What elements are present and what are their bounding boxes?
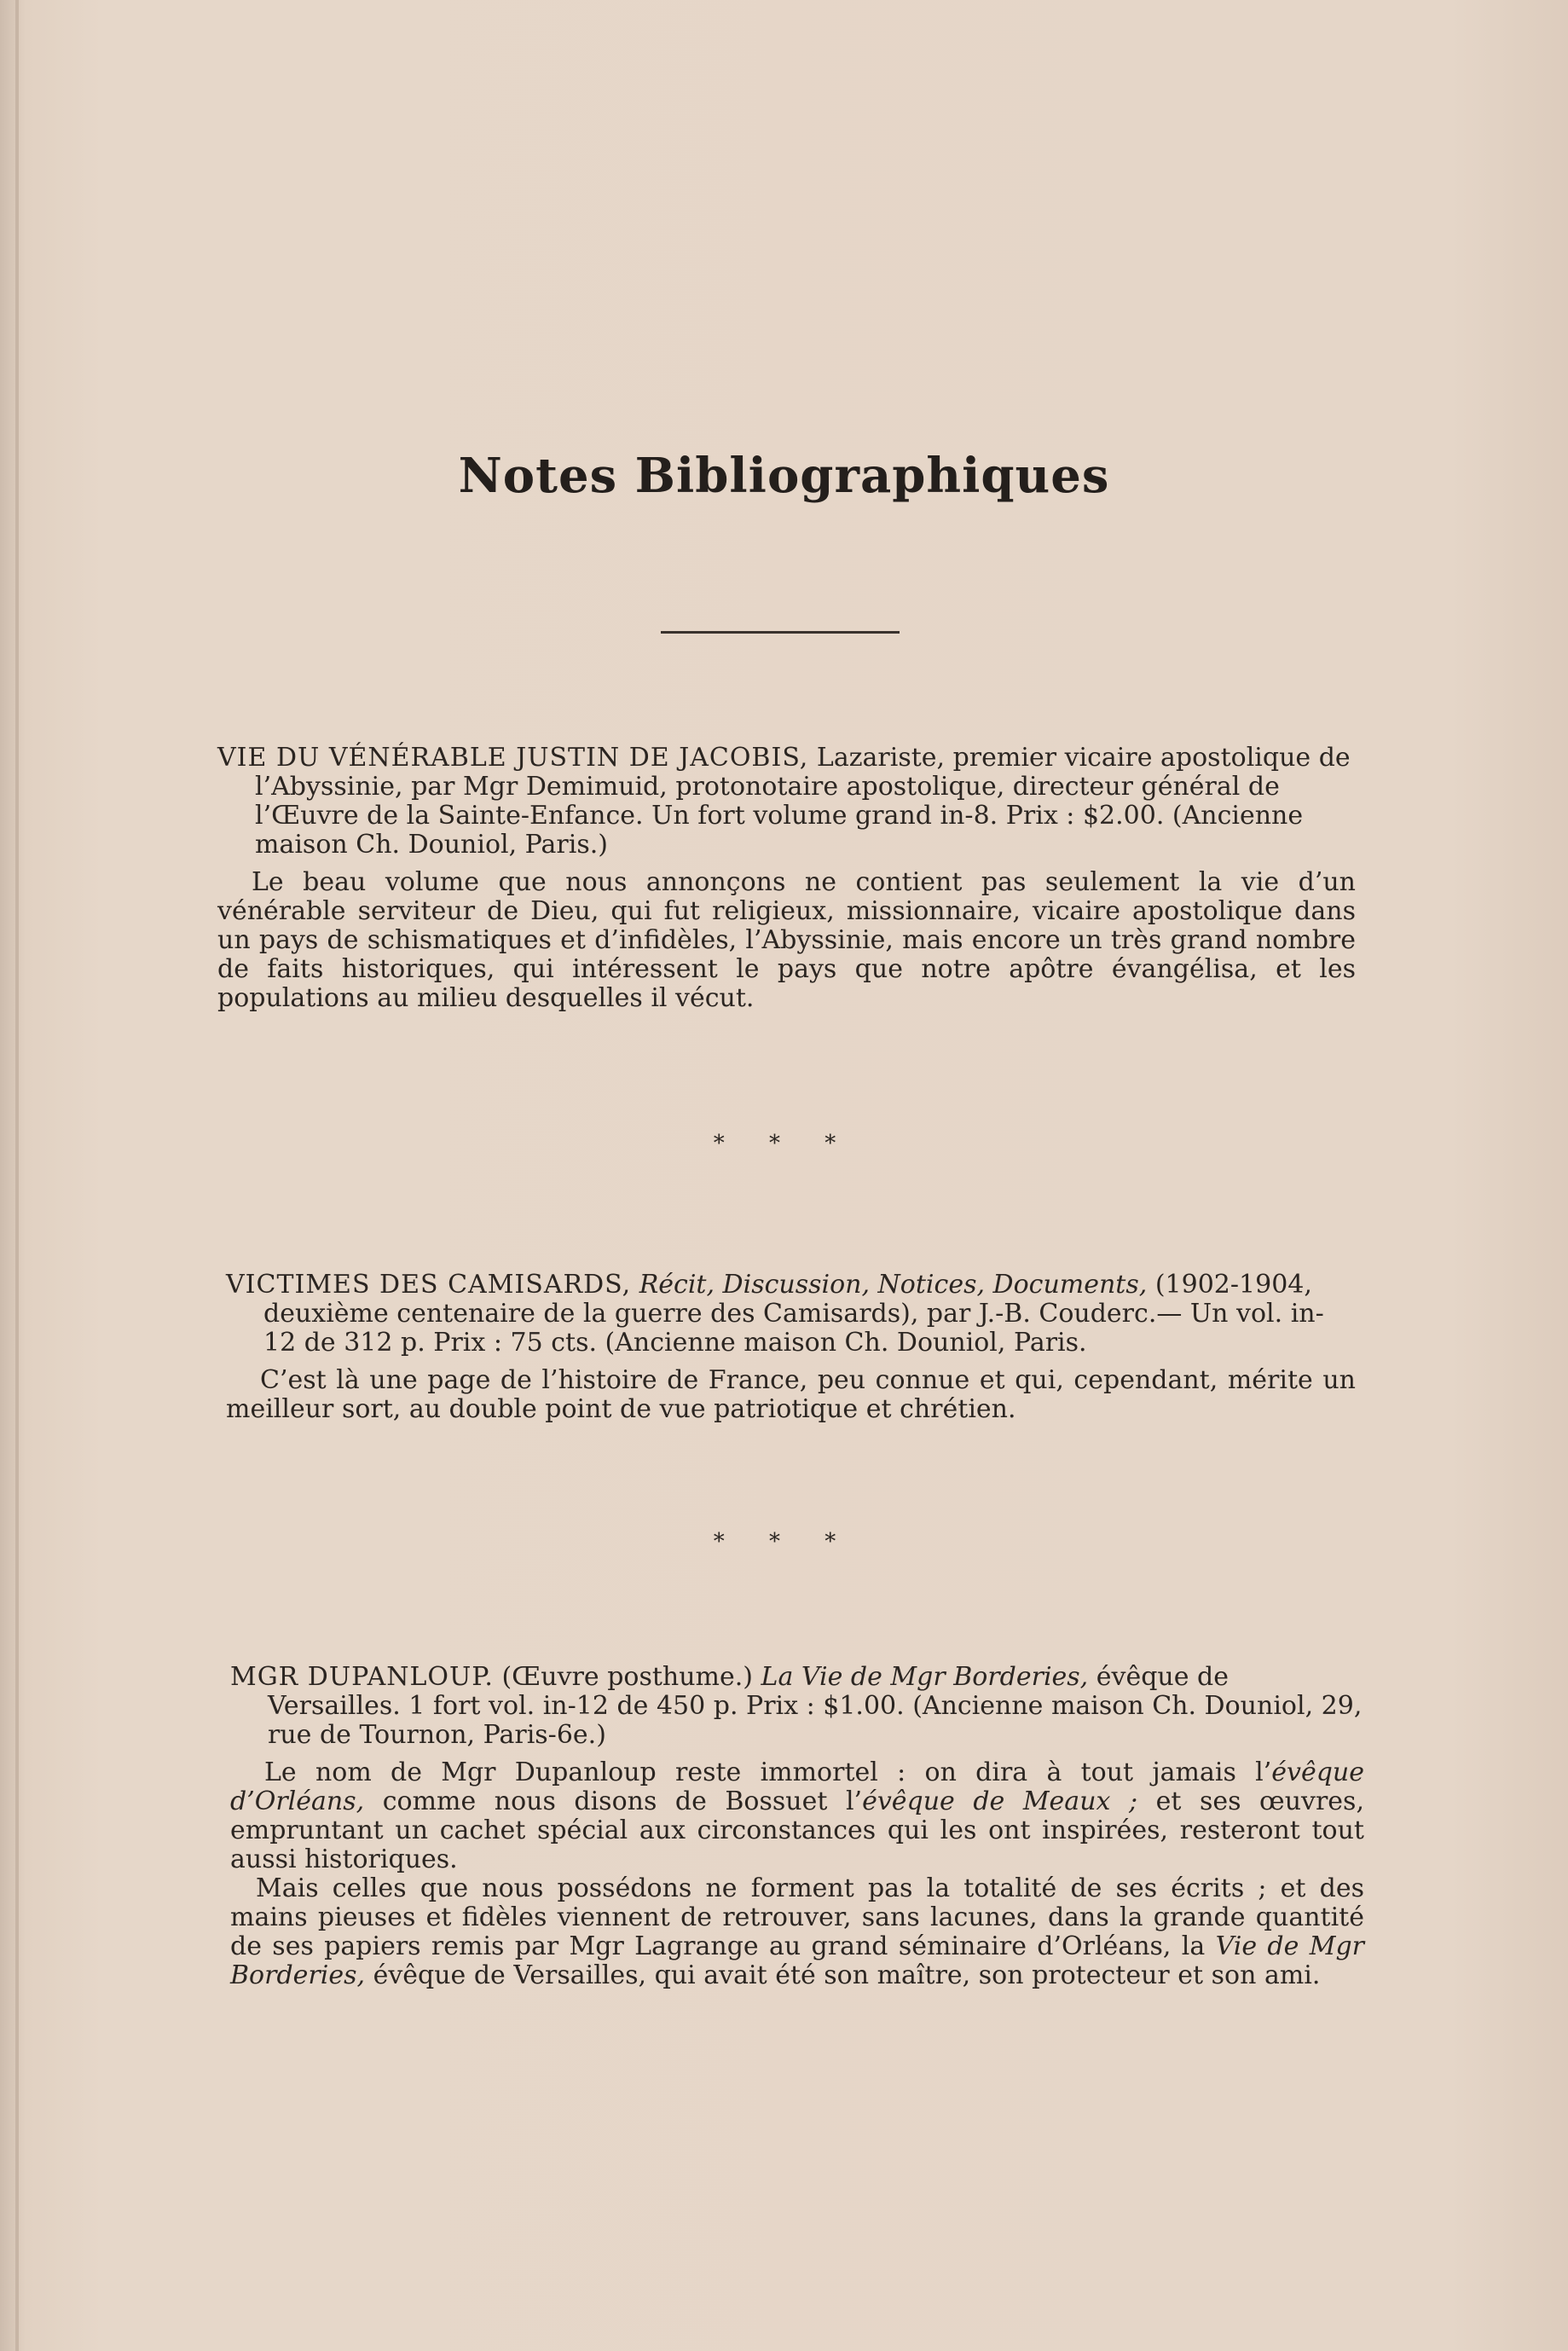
entry-3-body-2: [230, 1874, 1364, 1990]
entry-2-ref-italic: Récit, Discussion, Notices, Documents,: [639, 1270, 1148, 1300]
page-spine: [15, 0, 19, 2351]
entry-3-body-1-italic-2: évêque de Meaux ;: [862, 1786, 1138, 1816]
entry-3-ref-text: évêque de Versailles. 1 fort vol. in-12 de 450 p. Prix : $1.00. (Ancienne maison Ch. Douniol, 29, rue de Tournon, Paris-6e.): [268, 1662, 1363, 1750]
entry-3-head: MGR DUPANLOUP.: [230, 1662, 494, 1692]
entry-2-ref-text: (1902-1904, deuxième centenaire de la guerre des Camisards), par J.-B. Couderc.— Un vol. in-12 de 312 p. Prix : 75 cts. (Ancienne maison Ch. Douniol, Paris.: [263, 1270, 1324, 1358]
entry-3-body-2-a: Mais celles que nous possédons ne forment pas la totalité de ses écrits ; et des mains pieuses et fidèles viennent de retrouver, sans lacunes, dans la grande quantité de ses papiers remis par Mgr Lagrange au grand séminaire d’Orléans, la: [230, 1873, 1364, 1961]
entry-3-body-1-c: et ses œuvres, empruntant un cachet spécial aux circonstances qui les ont inspirées, resteront tout aussi historiques.: [230, 1786, 1364, 1874]
title-rule: [661, 631, 900, 634]
entry-3-ref-italic: La Vie de Mgr Borderies,: [761, 1662, 1089, 1692]
entry-2-body: C’est là une page de l’histoire de France, peu connue et qui, cependant, mérite un meilleur sort, au double point de vue patriotique et chrétien.: [226, 1365, 1356, 1424]
entry-3-body-1-b: comme nous disons de Bossuet l’: [364, 1786, 863, 1816]
entry-2-reference: [226, 1271, 1356, 1358]
page-title: Notes Bibliographiques: [458, 448, 1110, 504]
entry-1-head: VIE DU VÉNÉRABLE JUSTIN DE JACOBIS,: [217, 743, 809, 773]
entry-3-reference: [230, 1663, 1364, 1750]
entry-3-ref-pre: (Œuvre posthume.): [493, 1662, 761, 1692]
entry-1-ref-text: Lazariste, premier vicaire apostolique de l’Abyssinie, par Mgr Demimuid, protonotaire apostolique, directeur général de l’Œuvre de la Sainte-Enfance. Un fort volume grand in-8. Prix : $2.00. (Ancienne maison Ch. Douniol, Paris.): [255, 743, 1351, 860]
entry-2-head: VICTIMES DES CAMISARDS,: [226, 1270, 632, 1300]
entry-3: [230, 1663, 1364, 1990]
entry-1-body: Le beau volume que nous annonçons ne contient pas seulement la vie d’un vénérable serviteur de Dieu, qui fut religieux, missionnaire, vicaire apostolique dans un pays de schismatiques et d’infidèles, l’Abyssinie, mais encore un très grand nombre de faits historiques, qui intéressent le pays que notre apôtre évangélisa, et les populations au milieu desquelles il vécut.: [217, 867, 1356, 1013]
entry-3-body-1-a: Le nom de Mgr Dupanloup reste immortel : on dira à tout jamais l’: [264, 1757, 1272, 1787]
entry-3-body-1: [230, 1758, 1364, 1874]
entry-1-reference: [217, 744, 1356, 860]
entry-1: [217, 744, 1356, 1013]
entry-3-body-1-italic-1: évêque d’Orléans,: [230, 1757, 1364, 1816]
entry-3-body-2-italic: Vie de Mgr Borderies,: [230, 1931, 1364, 1990]
separator-2: * * *: [713, 1529, 855, 1555]
entry-2: [226, 1271, 1356, 1424]
separator-1: * * *: [713, 1131, 855, 1156]
entry-3-body-2-b: évêque de Versailles, qui avait été son maître, son protecteur et son ami.: [365, 1960, 1321, 1990]
